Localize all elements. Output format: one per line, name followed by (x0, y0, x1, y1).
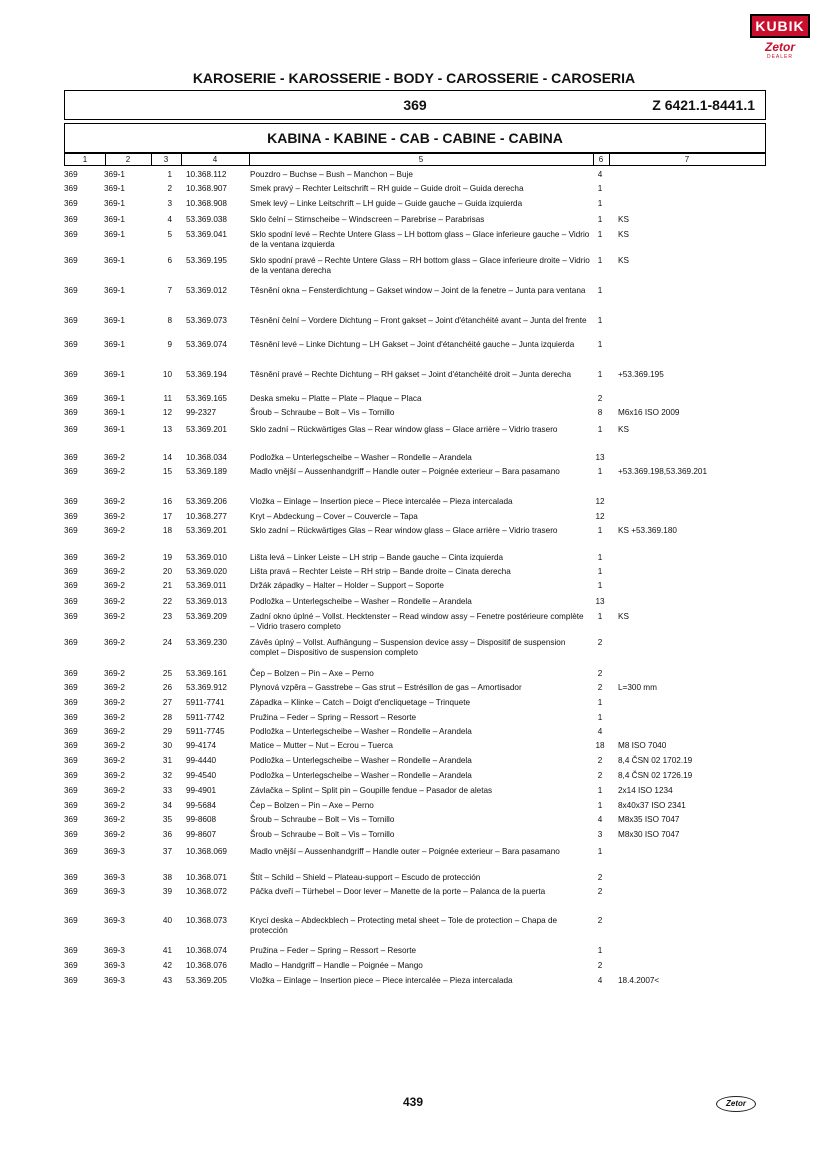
quantity-cell: 1 (597, 612, 603, 621)
part-number-cell: 99-4901 (186, 786, 217, 795)
part-number-cell: 10.368.034 (186, 453, 227, 462)
logo-kubik-text: KUBIK (750, 14, 810, 38)
part-number-cell: 10.368.069 (186, 847, 227, 856)
description-cell: Zadní okno úplné – Vollst. Hecktenster – Read window assy – Fenetre postérieure complète – Vidrio trasero completo (250, 612, 584, 631)
quantity-cell: 1 (597, 698, 603, 707)
note-cell: KS (618, 215, 629, 224)
position-cell: 31 (162, 756, 172, 765)
part-number-cell: 53.369.912 (186, 683, 227, 692)
position-cell: 34 (162, 801, 172, 810)
group-cell: 369 (64, 512, 78, 521)
group-cell: 369 (64, 741, 78, 750)
part-number-cell: 53.369.074 (186, 340, 227, 349)
part-number-cell: 5911-7742 (186, 713, 225, 722)
part-number-cell: 53.369.206 (186, 497, 227, 506)
column-header: 6 (598, 155, 604, 164)
part-number-cell: 10.368.072 (186, 887, 227, 896)
subgroup-cell: 369-3 (104, 961, 125, 970)
group-cell: 369 (64, 847, 78, 856)
part-number-cell: 53.369.010 (186, 553, 227, 562)
group-cell: 369 (64, 340, 78, 349)
part-number-cell: 10.368.907 (186, 184, 227, 193)
position-cell: 33 (162, 786, 172, 795)
quantity-cell: 1 (597, 581, 603, 590)
quantity-cell: 1 (597, 370, 603, 379)
column-header: 5 (418, 155, 424, 164)
page-title: KAROSERIE - KAROSSERIE - BODY - CAROSSERIE - CAROSERIA (192, 70, 636, 86)
group-cell: 369 (64, 425, 78, 434)
position-cell: 23 (162, 612, 172, 621)
part-number-cell: 53.369.073 (186, 316, 227, 325)
quantity-cell: 1 (597, 526, 603, 535)
quantity-cell: 2 (597, 683, 603, 692)
group-cell: 369 (64, 815, 78, 824)
part-number-cell: 53.369.194 (186, 370, 227, 379)
part-number-cell: 10.368.074 (186, 946, 227, 955)
note-cell: M6x16 ISO 2009 (618, 408, 680, 417)
subgroup-cell: 369-1 (104, 256, 125, 265)
part-number-cell: 10.368.071 (186, 873, 227, 882)
group-cell: 369 (64, 916, 78, 925)
subgroup-cell: 369-3 (104, 946, 125, 955)
note-cell: KS +53.369.180 (618, 526, 677, 535)
column-header-row (64, 153, 766, 166)
group-cell: 369 (64, 801, 78, 810)
part-number-cell: 99-2327 (186, 408, 217, 417)
description-cell: Plynová vzpěra – Gasstrebe – Gas strut – Estrésillon de gas – Amortisador (250, 683, 522, 692)
subgroup-cell: 369-2 (104, 553, 125, 562)
part-number-cell: 5911-7741 (186, 698, 225, 707)
description-cell: Lišta levá – Linker Leiste – LH strip – Bande gauche – Cinta izquierda (250, 553, 504, 562)
group-cell: 369 (64, 698, 78, 707)
part-number-cell: 99-8608 (186, 815, 217, 824)
quantity-cell: 1 (597, 199, 603, 208)
subgroup-cell: 369-2 (104, 815, 125, 824)
part-number-cell: 53.369.201 (186, 425, 227, 434)
position-cell: 7 (167, 286, 172, 295)
position-cell: 1 (167, 170, 172, 179)
position-cell: 43 (162, 976, 172, 985)
note-cell: KS (618, 425, 629, 434)
subgroup-cell: 369-1 (104, 370, 125, 379)
group-cell: 369 (64, 526, 78, 535)
position-cell: 32 (162, 771, 172, 780)
description-cell: Madlo vnější – Aussenhandgriff – Handle outer – Poignée exterieur – Bara pasamano (250, 467, 560, 476)
group-cell: 369 (64, 771, 78, 780)
group-cell: 369 (64, 497, 78, 506)
quantity-cell: 13 (595, 597, 605, 606)
description-cell: Držák západky – Halter – Holder – Support – Soporte (250, 581, 444, 590)
subgroup-cell: 369-2 (104, 597, 125, 606)
group-cell: 369 (64, 370, 78, 379)
position-cell: 6 (167, 256, 172, 265)
part-number-cell: 99-5684 (186, 801, 217, 810)
position-cell: 37 (162, 847, 172, 856)
subgroup-cell: 369-2 (104, 612, 125, 621)
subgroup-cell: 369-1 (104, 408, 125, 417)
group-cell: 369 (64, 170, 78, 179)
part-number-cell: 99-4174 (186, 741, 217, 750)
description-cell: Podložka – Unterlegscheibe – Washer – Rondelle – Arandela (250, 727, 472, 736)
subgroup-cell: 369-1 (104, 215, 125, 224)
logo-tag-text: DEALER (766, 54, 793, 60)
group-cell: 369 (64, 199, 78, 208)
quantity-cell: 1 (597, 316, 603, 325)
part-number-cell: 53.369.161 (186, 669, 227, 678)
group-cell: 369 (64, 581, 78, 590)
subgroup-cell: 369-2 (104, 713, 125, 722)
description-cell: Těsnění levé – Linke Dichtung – LH Gakset – Joint d'étanchéité gauche – Junta izquierda (250, 340, 575, 349)
subtitle-band (64, 123, 766, 153)
quantity-cell: 12 (595, 497, 605, 506)
subgroup-cell: 369-2 (104, 756, 125, 765)
quantity-cell: 4 (597, 815, 603, 824)
group-cell: 369 (64, 612, 78, 621)
subgroup-cell: 369-1 (104, 316, 125, 325)
subgroup-cell: 369-2 (104, 786, 125, 795)
subgroup-cell: 369-2 (104, 467, 125, 476)
quantity-cell: 2 (597, 756, 603, 765)
position-cell: 2 (167, 184, 172, 193)
description-cell: Vložka – Einlage – Insertion piece – Piece intercalée – Pieza intercalada (250, 976, 513, 985)
description-cell: Sklo čelní – Stirnscheibe – Windscreen – Parebrise – Parabrisas (250, 215, 485, 224)
note-cell: KS (618, 612, 629, 621)
description-cell: Lišta pravá – Rechter Leiste – RH strip – Bande droite – Cinata derecha (250, 567, 511, 576)
group-cell: 369 (64, 394, 78, 403)
note-cell: 8,4 ČSN 02 1702.19 (618, 756, 693, 765)
position-cell: 40 (162, 916, 172, 925)
subgroup-cell: 369-1 (104, 425, 125, 434)
description-cell: Západka – Klinke – Catch – Doigt d'encliquetage – Trinquete (250, 698, 471, 707)
part-number-cell: 10.368.076 (186, 961, 227, 970)
quantity-cell: 1 (597, 847, 603, 856)
note-cell: M8x35 ISO 7047 (618, 815, 680, 824)
subgroup-cell: 369-1 (104, 184, 125, 193)
group-cell: 369 (64, 230, 78, 239)
subgroup-cell: 369-2 (104, 669, 125, 678)
subgroup-cell: 369-3 (104, 916, 125, 925)
quantity-cell: 1 (597, 553, 603, 562)
group-cell: 369 (64, 184, 78, 193)
group-cell: 369 (64, 961, 78, 970)
group-cell: 369 (64, 713, 78, 722)
section-band (64, 90, 766, 120)
position-cell: 10 (162, 370, 172, 379)
description-cell: Sklo spodní pravé – Rechte Untere Glass – RH bottom glass – Glace inferieure droite – Vidrio de la ventana derecha (250, 256, 590, 275)
group-cell: 369 (64, 453, 78, 462)
quantity-cell: 2 (597, 638, 603, 647)
position-cell: 19 (162, 553, 172, 562)
part-number-cell: 53.369.041 (186, 230, 227, 239)
note-cell: KS (618, 256, 629, 265)
subgroup-cell: 369-1 (104, 170, 125, 179)
group-cell: 369 (64, 756, 78, 765)
subgroup-cell: 369-2 (104, 512, 125, 521)
quantity-cell: 1 (597, 713, 603, 722)
subgroup-cell: 369-2 (104, 727, 125, 736)
position-cell: 36 (162, 830, 172, 839)
description-cell: Čep – Bolzen – Pin – Axe – Perno (250, 669, 374, 678)
brand-logo (750, 14, 810, 64)
part-number-cell: 5911-7745 (186, 727, 225, 736)
position-cell: 13 (162, 425, 172, 434)
quantity-cell: 1 (597, 786, 603, 795)
description-cell: Vložka – Einlage – Insertion piece – Piece intercalée – Pieza intercalada (250, 497, 513, 506)
group-cell: 369 (64, 786, 78, 795)
column-header: 7 (684, 155, 690, 164)
description-cell: Šroub – Schraube – Bolt – Vis – Tornillo (250, 408, 395, 417)
position-cell: 5 (167, 230, 172, 239)
position-cell: 25 (162, 669, 172, 678)
subgroup-cell: 369-2 (104, 526, 125, 535)
position-cell: 35 (162, 815, 172, 824)
subgroup-cell: 369-3 (104, 976, 125, 985)
note-cell: M8 ISO 7040 (618, 741, 667, 750)
description-cell: Sklo zadní – Rückwärtiges Glas – Rear window glass – Glace arrière – Vidrio trasero (250, 526, 558, 535)
subgroup-cell: 369-2 (104, 638, 125, 647)
position-cell: 41 (162, 946, 172, 955)
group-cell: 369 (64, 976, 78, 985)
subgroup-cell: 369-1 (104, 286, 125, 295)
part-number-cell: 53.369.189 (186, 467, 227, 476)
position-cell: 12 (162, 408, 172, 417)
position-cell: 8 (167, 316, 172, 325)
quantity-cell: 1 (597, 215, 603, 224)
quantity-cell: 4 (597, 727, 603, 736)
quantity-cell: 2 (597, 669, 603, 678)
part-number-cell: 53.369.011 (186, 581, 227, 590)
description-cell: Podložka – Unterlegscheibe – Washer – Rondelle – Arandela (250, 756, 472, 765)
description-cell: Sklo zadní – Rückwärtiges Glas – Rear window glass – Glace arrière – Vidrio trasero (250, 425, 558, 434)
description-cell: Podložka – Unterlegscheibe – Washer – Rondelle – Arandela (250, 597, 472, 606)
position-cell: 42 (162, 961, 172, 970)
position-cell: 3 (167, 199, 172, 208)
part-number-cell: 53.369.013 (186, 597, 227, 606)
description-cell: Madlo vnější – Aussenhandgriff – Handle outer – Poignée exterieur – Bara pasamano (250, 847, 560, 856)
group-cell: 369 (64, 597, 78, 606)
position-cell: 9 (167, 340, 172, 349)
part-number-cell: 53.369.012 (186, 286, 227, 295)
position-cell: 30 (162, 741, 172, 750)
part-number-cell: 53.369.230 (186, 638, 227, 647)
subgroup-cell: 369-1 (104, 394, 125, 403)
description-cell: Smek pravý – Rechter Leitschrift – RH guide – Guide droit – Guida derecha (250, 184, 524, 193)
position-cell: 26 (162, 683, 172, 692)
model-code: Z 6421.1-8441.1 (652, 97, 755, 113)
description-cell: Pružina – Feder – Spring – Ressort – Resorte (250, 713, 417, 722)
quantity-cell: 18 (595, 741, 605, 750)
description-cell: Závěs úplný – Vollst. Aufhängung – Suspension device assy – Dispositif de suspension complet – Dispositivo de suspension completo (250, 638, 566, 657)
description-cell: Šroub – Schraube – Bolt – Vis – Tornillo (250, 830, 395, 839)
part-number-cell: 10.368.073 (186, 916, 227, 925)
quantity-cell: 8 (597, 408, 603, 417)
subgroup-cell: 369-2 (104, 581, 125, 590)
group-cell: 369 (64, 683, 78, 692)
description-cell: Kryt – Abdeckung – Cover – Couvercle – Tapa (250, 512, 418, 521)
part-number-cell: 99-4540 (186, 771, 217, 780)
position-cell: 39 (162, 887, 172, 896)
quantity-cell: 1 (597, 286, 603, 295)
description-cell: Páčka dveří – Türhebel – Door lever – Manette de la porte – Palanca de la puerta (250, 887, 546, 896)
part-number-cell: 53.369.201 (186, 526, 227, 535)
position-cell: 17 (162, 512, 172, 521)
group-cell: 369 (64, 256, 78, 265)
description-cell: Těsnění pravé – Rechte Dichtung – RH gakset – Joint d'étanchéité droit – Junta derecha (250, 370, 572, 379)
description-cell: Těsnění okna – Fensterdichtung – Gakset window – Joint de la fenetre – Junta para ventana (250, 286, 586, 295)
description-cell: Madlo – Handgriff – Handle – Poignée – Mango (250, 961, 423, 970)
quantity-cell: 3 (597, 830, 603, 839)
subgroup-cell: 369-3 (104, 847, 125, 856)
position-cell: 28 (162, 713, 172, 722)
description-cell: Čep – Bolzen – Pin – Axe – Perno (250, 801, 374, 810)
description-cell: Krycí deska – Abdeckblech – Protecting metal sheet – Tole de protection – Chapa de protección (250, 916, 558, 935)
group-cell: 369 (64, 830, 78, 839)
part-number-cell: 53.369.020 (186, 567, 227, 576)
description-cell: Podložka – Unterlegscheibe – Washer – Rondelle – Arandela (250, 453, 472, 462)
group-cell: 369 (64, 638, 78, 647)
quantity-cell: 1 (597, 801, 603, 810)
position-cell: 22 (162, 597, 172, 606)
subgroup-cell: 369-2 (104, 698, 125, 707)
column-header: 2 (125, 155, 131, 164)
quantity-cell: 1 (597, 425, 603, 434)
description-cell: Matice – Mutter – Nut – Ecrou – Tuerca (250, 741, 393, 750)
part-number-cell: 10.368.277 (186, 512, 227, 521)
note-cell: 8x40x37 ISO 2341 (618, 801, 686, 810)
group-cell: 369 (64, 467, 78, 476)
footer-zetor-logo: Zetor (716, 1096, 756, 1112)
quantity-cell: 4 (597, 976, 603, 985)
note-cell: 2x14 ISO 1234 (618, 786, 673, 795)
position-cell: 4 (167, 215, 172, 224)
quantity-cell: 1 (597, 256, 603, 265)
part-number-cell: 99-4440 (186, 756, 217, 765)
subgroup-cell: 369-1 (104, 199, 125, 208)
position-cell: 24 (162, 638, 172, 647)
subgroup-cell: 369-3 (104, 873, 125, 882)
quantity-cell: 2 (597, 394, 603, 403)
note-cell: 8,4 ČSN 02 1726.19 (618, 771, 693, 780)
subgroup-cell: 369-1 (104, 230, 125, 239)
column-header: 1 (82, 155, 88, 164)
position-cell: 16 (162, 497, 172, 506)
subgroup-cell: 369-2 (104, 771, 125, 780)
position-cell: 15 (162, 467, 172, 476)
description-cell: Pružina – Feder – Spring – Ressort – Resorte (250, 946, 417, 955)
quantity-cell: 12 (595, 512, 605, 521)
group-cell: 369 (64, 215, 78, 224)
column-header: 4 (212, 155, 218, 164)
description-cell: Podložka – Unterlegscheibe – Washer – Rondelle – Arandela (250, 771, 472, 780)
note-cell: L=300 mm (618, 683, 657, 692)
position-cell: 29 (162, 727, 172, 736)
subgroup-cell: 369-2 (104, 741, 125, 750)
quantity-cell: 1 (597, 567, 603, 576)
quantity-cell: 2 (597, 873, 603, 882)
subgroup-cell: 369-2 (104, 683, 125, 692)
note-cell: +53.369.195 (618, 370, 664, 379)
description-cell: Šroub – Schraube – Bolt – Vis – Tornillo (250, 815, 395, 824)
part-number-cell: 10.368.112 (186, 170, 227, 179)
position-cell: 11 (163, 394, 172, 403)
description-cell: Sklo spodní levé – Rechte Untere Glass – LH bottom glass – Glace inferieure gauche – Vidrio de la ventana izquierda (250, 230, 590, 249)
position-cell: 14 (162, 453, 172, 462)
quantity-cell: 1 (597, 230, 603, 239)
note-cell: M8x30 ISO 7047 (618, 830, 680, 839)
note-cell: KS (618, 230, 629, 239)
page-number: 439 (402, 1095, 424, 1109)
part-number-cell: 53.369.195 (186, 256, 227, 265)
part-number-cell: 53.369.165 (186, 394, 227, 403)
note-cell: 18.4.2007< (618, 976, 660, 985)
quantity-cell: 4 (597, 170, 603, 179)
subgroup-cell: 369-2 (104, 801, 125, 810)
group-cell: 369 (64, 286, 78, 295)
group-cell: 369 (64, 727, 78, 736)
position-cell: 21 (162, 581, 172, 590)
part-number-cell: 53.369.209 (186, 612, 227, 621)
quantity-cell: 2 (597, 961, 603, 970)
logo-zetor-text: Zetor (765, 40, 795, 54)
subgroup-cell: 369-2 (104, 830, 125, 839)
part-number-cell: 53.369.205 (186, 976, 227, 985)
group-cell: 369 (64, 887, 78, 896)
subgroup-cell: 369-3 (104, 887, 125, 896)
section-subtitle: KABINA - KABINE - CAB - CABINE - CABINA (267, 130, 563, 146)
quantity-cell: 2 (597, 771, 603, 780)
quantity-cell: 1 (597, 184, 603, 193)
group-cell: 369 (64, 408, 78, 417)
group-cell: 369 (64, 669, 78, 678)
position-cell: 38 (162, 873, 172, 882)
section-number: 369 (403, 97, 427, 113)
subgroup-cell: 369-2 (104, 453, 125, 462)
group-cell: 369 (64, 553, 78, 562)
position-cell: 18 (162, 526, 172, 535)
description-cell: Deska smeku – Platte – Plate – Plaque – Placa (250, 394, 422, 403)
quantity-cell: 1 (597, 467, 603, 476)
quantity-cell: 1 (597, 340, 603, 349)
group-cell: 369 (64, 567, 78, 576)
subgroup-cell: 369-2 (104, 497, 125, 506)
column-header: 3 (163, 155, 169, 164)
description-cell: Závlačka – Splint – Split pin – Goupille fendue – Pasador de aletas (250, 786, 493, 795)
part-number-cell: 10.368.908 (186, 199, 227, 208)
position-cell: 27 (162, 698, 172, 707)
quantity-cell: 1 (597, 946, 603, 955)
quantity-cell: 2 (597, 887, 603, 896)
group-cell: 369 (64, 873, 78, 882)
note-cell: +53.369.198,53.369.201 (618, 467, 708, 476)
description-cell: Těsnění čelní – Vordere Dichtung – Front gakset – Joint d'étanchéité avant – Junta del frente (250, 316, 587, 325)
part-number-cell: 53.369.038 (186, 215, 227, 224)
quantity-cell: 13 (595, 453, 605, 462)
subgroup-cell: 369-2 (104, 567, 125, 576)
group-cell: 369 (64, 946, 78, 955)
group-cell: 369 (64, 316, 78, 325)
description-cell: Smek levý – Linke Leitschrift – LH guide – Guide gauche – Guida izquierda (250, 199, 523, 208)
quantity-cell: 2 (597, 916, 603, 925)
description-cell: Štít – Schild – Shield – Plateau-support – Escudo de protección (250, 873, 481, 882)
subgroup-cell: 369-1 (104, 340, 125, 349)
position-cell: 20 (162, 567, 172, 576)
part-number-cell: 99-8607 (186, 830, 217, 839)
description-cell: Pouzdro – Buchse – Bush – Manchon – Buje (250, 170, 413, 179)
